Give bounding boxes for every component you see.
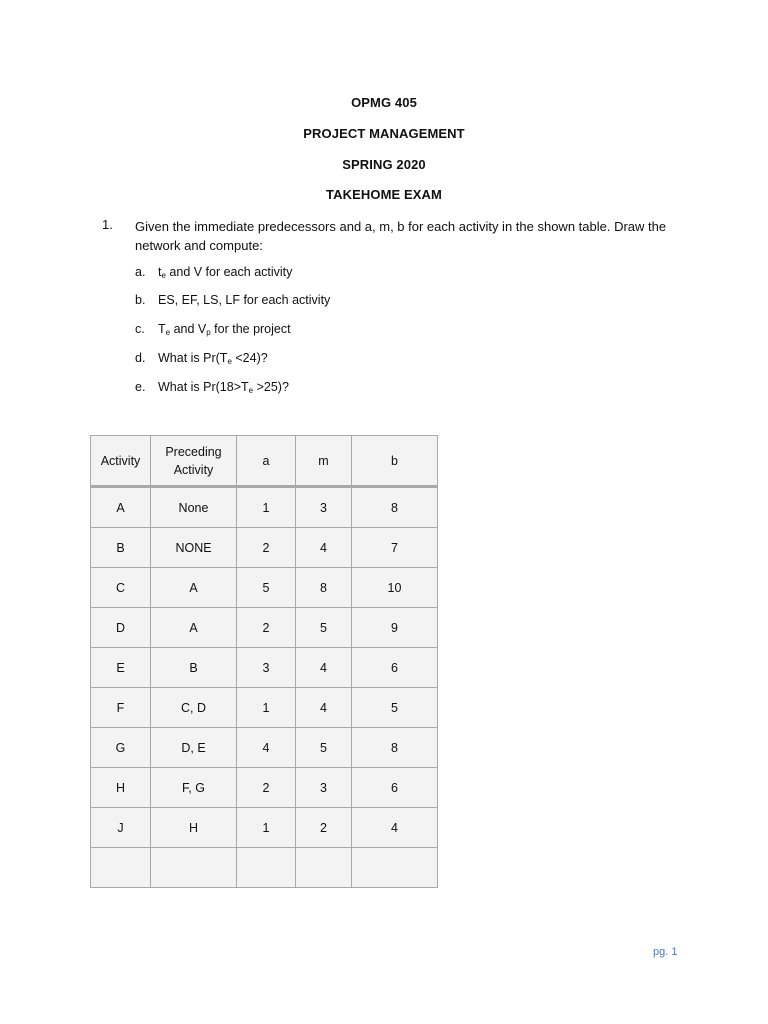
cell-activity xyxy=(91,848,151,888)
cell-b: 6 xyxy=(352,768,438,808)
sub-question-c: c. $T_e$ and $V_p$ for the project xyxy=(135,322,291,337)
cell-a: 1 xyxy=(237,808,296,848)
sub-question-d: d. What is $Pr(T_e <24)$? xyxy=(135,351,268,366)
cell-preceding: C, D xyxy=(151,688,237,728)
table-row xyxy=(91,487,438,528)
table-row xyxy=(91,768,438,808)
cell-a: 1 xyxy=(237,487,296,528)
table-row xyxy=(91,808,438,848)
cell-preceding: A xyxy=(151,608,237,648)
cell-activity: J xyxy=(91,808,151,848)
activity-table xyxy=(90,435,438,888)
cell-preceding: B xyxy=(151,648,237,688)
cell-preceding xyxy=(151,848,237,888)
cell-preceding: NONE xyxy=(151,528,237,568)
table-row xyxy=(91,608,438,648)
table-row xyxy=(91,688,438,728)
cell-b: 9 xyxy=(352,608,438,648)
question-text: Given the immediate predecessors and a, m, b for each activity in the shown table. Draw the network and compute: xyxy=(135,219,667,253)
cell-b xyxy=(352,848,438,888)
cell-a: 4 xyxy=(237,728,296,768)
cell-preceding: F, G xyxy=(151,768,237,808)
question-number: 1. xyxy=(102,217,113,232)
cell-m: 3 xyxy=(296,487,352,528)
term: SPRING 2020 xyxy=(342,157,426,172)
cell-a xyxy=(237,848,296,888)
exam-title: TAKEHOME EXAM xyxy=(326,187,442,202)
page-number: pg. 1 xyxy=(653,946,678,958)
cell-preceding: A xyxy=(151,568,237,608)
cell-preceding: None xyxy=(151,487,237,528)
header-m: m xyxy=(296,436,352,487)
cell-m: 8 xyxy=(296,568,352,608)
cell-m: 5 xyxy=(296,608,352,648)
table-row xyxy=(91,848,438,888)
cell-preceding: D, E xyxy=(151,728,237,768)
cell-activity: A xyxy=(91,487,151,528)
cell-b: 8 xyxy=(352,487,438,528)
cell-a: 5 xyxy=(237,568,296,608)
cell-activity: D xyxy=(91,608,151,648)
cell-activity: E xyxy=(91,648,151,688)
header-activity: Activity xyxy=(91,436,151,487)
table-row xyxy=(91,728,438,768)
cell-m: 4 xyxy=(296,528,352,568)
course-code: OPMG 405 xyxy=(351,95,417,110)
cell-b: 6 xyxy=(352,648,438,688)
table-header-row xyxy=(91,436,438,487)
cell-m xyxy=(296,848,352,888)
cell-activity: C xyxy=(91,568,151,608)
cell-activity: B xyxy=(91,528,151,568)
header-a: a xyxy=(237,436,296,487)
cell-activity: G xyxy=(91,728,151,768)
cell-m: 4 xyxy=(296,688,352,728)
cell-activity: F xyxy=(91,688,151,728)
cell-a: 3 xyxy=(237,648,296,688)
cell-b: 8 xyxy=(352,728,438,768)
table-row xyxy=(91,568,438,608)
cell-a: 2 xyxy=(237,608,296,648)
sub-question-e: e. What is $Pr(18>T_e >25)$? xyxy=(135,380,289,395)
sub-question-a: a. $t_e$ and V for each activity xyxy=(135,265,293,280)
cell-m: 5 xyxy=(296,728,352,768)
cell-activity: H xyxy=(91,768,151,808)
cell-m: 3 xyxy=(296,768,352,808)
table-row xyxy=(91,528,438,568)
cell-b: 4 xyxy=(352,808,438,848)
cell-b: 10 xyxy=(352,568,438,608)
cell-m: 2 xyxy=(296,808,352,848)
cell-b: 7 xyxy=(352,528,438,568)
table-row xyxy=(91,648,438,688)
course-subject: PROJECT MANAGEMENT xyxy=(303,126,465,141)
header-preceding-activity: Preceding Activity xyxy=(151,436,237,487)
cell-m: 4 xyxy=(296,648,352,688)
cell-a: 2 xyxy=(237,528,296,568)
cell-a: 2 xyxy=(237,768,296,808)
sub-question-b: b. ES, EF, LS, LF for each activity xyxy=(135,293,331,307)
header-b: b xyxy=(352,436,438,487)
cell-a: 1 xyxy=(237,688,296,728)
cell-preceding: H xyxy=(151,808,237,848)
cell-b: 5 xyxy=(352,688,438,728)
